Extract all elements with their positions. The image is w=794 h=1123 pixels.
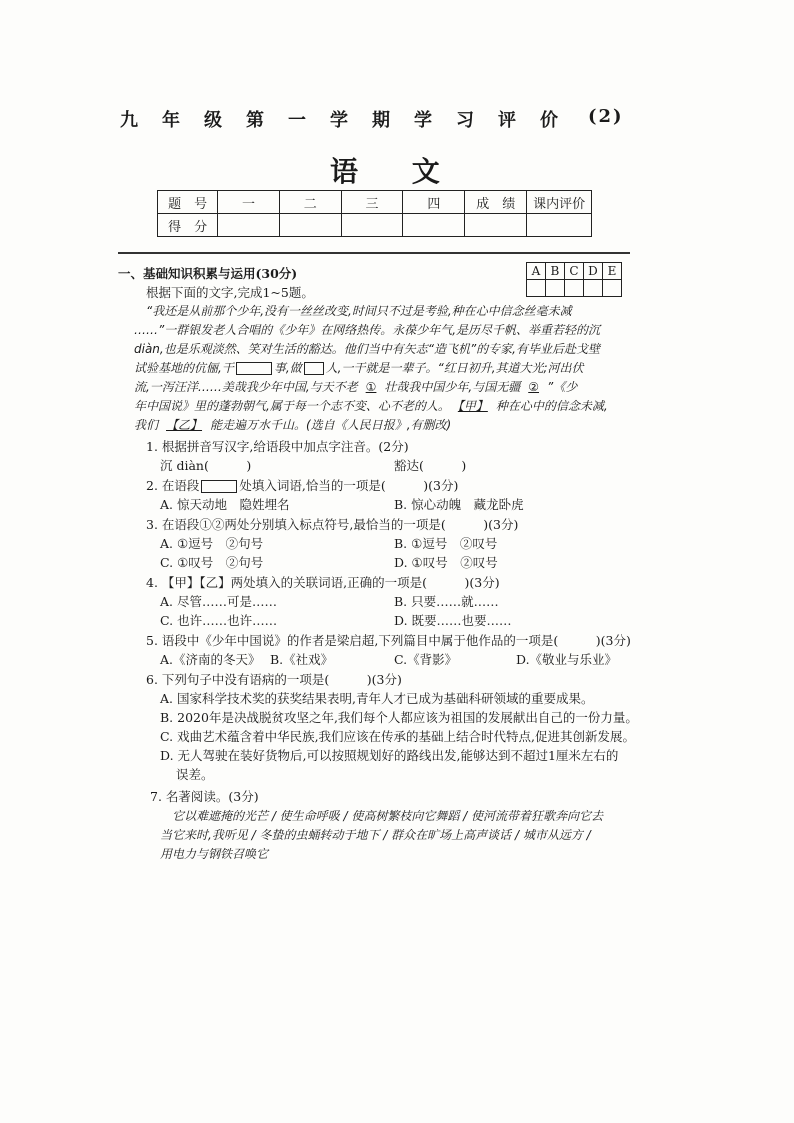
question-6-option-b[interactable]: B. 2020年是决战脱贫攻坚之年,我们每个人都应该为祖国的发展献出自己的一份力量。	[160, 710, 638, 725]
passage-line	[134, 416, 451, 435]
question-1-blank-b[interactable]: 豁达( )	[394, 458, 467, 473]
question-5-option-c[interactable]: C.《背影》	[394, 652, 458, 667]
question-6-stem: 6. 下列句子中没有语病的一项是( )(3分)	[146, 672, 402, 687]
question-4-option-c[interactable]: C. 也许……也许……	[160, 613, 278, 628]
score-cell: 课内评价	[527, 191, 592, 214]
blank-jia: 【甲】	[457, 399, 488, 413]
grade-letter: C	[564, 263, 583, 280]
score-input-cell[interactable]	[341, 214, 403, 237]
title-char: 第	[246, 110, 266, 131]
question-5-option-b[interactable]: B.《社戏》	[270, 652, 334, 667]
section-heading: 一、基础知识积累与运用(30分)	[118, 266, 298, 281]
score-input-cell[interactable]	[465, 214, 527, 237]
section-intro: 根据下面的文字,完成1~5题。	[146, 285, 314, 300]
question-4-option-b[interactable]: B. 只要……就……	[394, 594, 499, 609]
title-char: 一	[288, 110, 308, 131]
question-3-option-a[interactable]: A. ①逗号 ②句号	[160, 536, 264, 551]
grade-letter: E	[602, 263, 621, 280]
question-3-option-b[interactable]: B. ①逗号 ②叹号	[394, 536, 498, 551]
question-6-option-a[interactable]: A. 国家科学技术奖的获奖结果表明,青年人才已成为基础科研领域的重要成果。	[160, 691, 594, 706]
passage-line: “我还是从前那个少年,没有一丝丝改变,时间只不过是考验,种在心中信念丝毫未减	[146, 304, 572, 318]
grade-box	[526, 262, 622, 297]
score-table	[157, 190, 592, 237]
score-input-cell[interactable]	[279, 214, 341, 237]
question-6-option-c[interactable]: C. 戏曲艺术蕴含着中华民族,我们应该在传承的基础上结合时代特点,促进其创新发展。	[160, 729, 636, 744]
question-3-option-c[interactable]: C. ①叹号 ②句号	[160, 555, 264, 570]
score-cell: 一	[218, 191, 280, 214]
stem-text: 2. 在语段	[146, 478, 200, 493]
question-4-option-a[interactable]: A. 尽管……可是……	[160, 594, 277, 609]
title-char: 学	[330, 110, 350, 131]
title-char: 九	[120, 110, 140, 131]
grade-letter: A	[527, 263, 546, 280]
score-input-cell[interactable]	[218, 214, 280, 237]
score-value-row	[158, 214, 592, 237]
stem-text: 处填入词语,恰当的一项是( )(3分)	[239, 478, 459, 493]
title-char: 级	[204, 110, 224, 131]
passage-text: 事,做	[273, 361, 302, 375]
subject-title: 语 文	[330, 155, 462, 188]
poem-line: 它以难遮掩的光芒 / 使生命呼吸 / 使高树繁枝向它舞蹈 / 使河流带着狂歌奔向它去	[172, 809, 604, 823]
passage-line	[134, 378, 577, 397]
title-char: (2)	[588, 106, 624, 127]
score-input-cell[interactable]	[403, 214, 465, 237]
question-5-option-a[interactable]: A.《济南的冬天》	[160, 652, 261, 667]
score-cell: 三	[341, 191, 403, 214]
passage-line: ……”一群银发老人合唱的《少年》在网络热传。永葆少年气,是历尽千帆、举重若轻的沉	[134, 323, 601, 337]
question-5-stem: 5. 语段中《少年中国说》的作者是梁启超,下列篇目中属于他作品的一项是( )(3分)	[146, 633, 631, 648]
question-6-option-d-cont: 误差。	[176, 767, 214, 782]
question-2-option-a[interactable]: A. 惊天动地 隐姓埋名	[160, 497, 290, 512]
poem-line: 当它来时,我听见 / 冬蛰的虫蛹转动于地下 / 群众在旷场上高声谈话 / 城市从远方 /	[160, 828, 591, 842]
question-1-blank-a[interactable]: 沉 diàn( )	[160, 458, 252, 473]
title-char: 习	[456, 110, 476, 131]
passage-text: 壮哉我中国少年,与国无疆	[384, 380, 521, 394]
score-input-cell[interactable]	[527, 214, 592, 237]
score-cell: 得 分	[158, 214, 218, 237]
blank-box	[236, 362, 272, 375]
passage-text: 我们	[134, 418, 159, 432]
grade-mark-cell[interactable]	[564, 280, 583, 297]
question-1-stem: 1. 根据拼音写汉字,给语段中加点字注音。(2分)	[146, 439, 409, 454]
score-cell: 成 绩	[465, 191, 527, 214]
score-cell: 二	[279, 191, 341, 214]
blank-2: ②	[528, 380, 539, 394]
title-char: 价	[540, 110, 560, 131]
passage-text: 能走遍万水千山。(选自《人民日报》,有删改)	[210, 418, 452, 432]
poem-line: 用电力与钢铁召唤它	[160, 847, 269, 861]
passage-line: diàn,也是乐观淡然、笑对生活的豁达。他们当中有矢志“造飞机”的专家,有毕业后赴戈壁	[134, 342, 600, 356]
grade-mark-cell[interactable]	[602, 280, 621, 297]
passage-text: ”《少	[547, 380, 578, 394]
passage-text: 流,一泻汪洋……美哉我少年中国,与天不老	[134, 380, 358, 394]
grade-mark-cell[interactable]	[527, 280, 546, 297]
question-6-option-d[interactable]: D. 无人驾驶在装好货物后,可以按照规划好的路线出发,能够达到不超过1厘米左右的	[160, 748, 619, 763]
grade-letter: D	[583, 263, 602, 280]
score-cell: 题 号	[158, 191, 218, 214]
question-3-stem: 3. 在语段①②两处分别填入标点符号,最恰当的一项是( )(3分)	[146, 517, 519, 532]
question-4-option-d[interactable]: D. 既要……也要……	[394, 613, 512, 628]
blank-1: ①	[365, 380, 377, 394]
passage-text: 试验基地的伉俪,干	[134, 361, 234, 375]
grade-mark-cell[interactable]	[583, 280, 602, 297]
passage-line	[134, 359, 584, 378]
title-char: 学	[414, 110, 434, 131]
passage-text: 种在心中的信念未减,	[495, 399, 608, 413]
title-char: 评	[498, 110, 518, 131]
question-4-stem: 4. 【甲】【乙】两处填入的关联词语,正确的一项是( )(3分)	[146, 575, 500, 590]
score-header-row	[158, 191, 592, 214]
passage-line	[134, 397, 608, 416]
grade-mark-cell[interactable]	[545, 280, 564, 297]
question-2-option-b[interactable]: B. 惊心动魄 藏龙卧虎	[394, 497, 524, 512]
question-7-stem: 7. 名著阅读。(3分)	[150, 789, 259, 804]
blank-box	[201, 480, 237, 493]
title-char: 期	[372, 110, 392, 131]
section-divider	[118, 252, 630, 254]
title-char: 年	[162, 110, 182, 131]
passage-text: 年中国说》里的蓬勃朝气,属于每一个志不变、心不老的人。	[134, 399, 450, 413]
question-2-stem	[146, 476, 458, 495]
passage-text: 人,一干就是一辈子。“红日初升,其道大光;河出伏	[325, 361, 584, 375]
question-5-option-d[interactable]: D.《敬业与乐业》	[516, 652, 618, 667]
score-cell: 四	[403, 191, 465, 214]
question-3-option-d[interactable]: D. ①叹号 ②叹号	[394, 555, 498, 570]
blank-box	[304, 362, 324, 375]
grade-letter: B	[545, 263, 564, 280]
blank-yi: 【乙】	[166, 418, 203, 432]
